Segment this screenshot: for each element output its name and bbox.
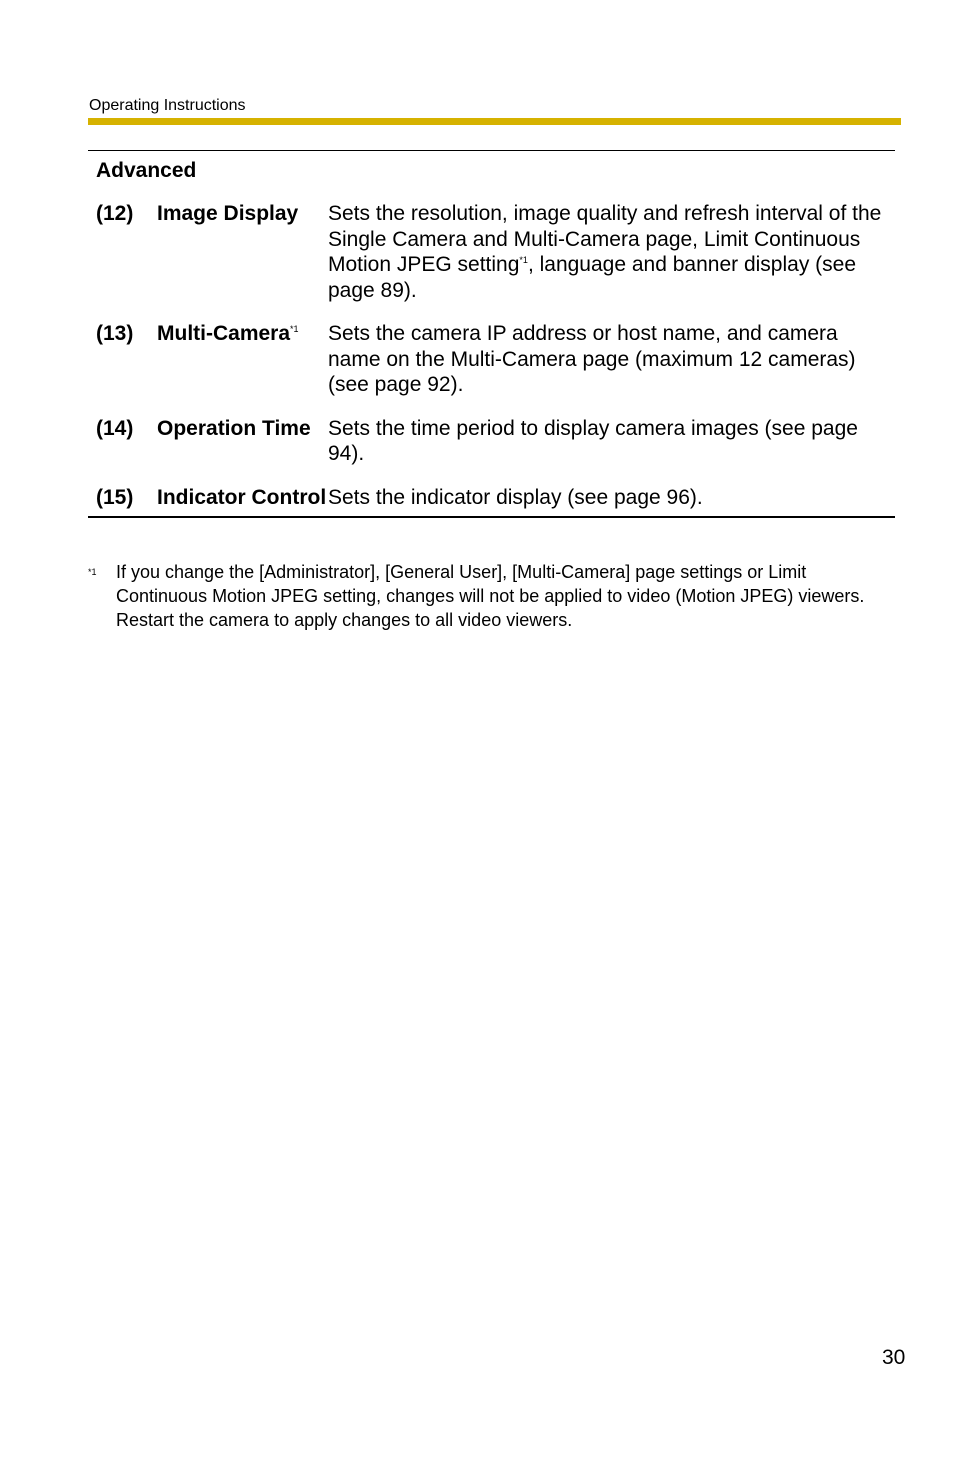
footnote-ref: *1: [519, 255, 528, 265]
item-description: [328, 416, 895, 467]
item-name-text: Multi-Camera: [157, 322, 291, 345]
footnote: [88, 560, 878, 632]
description-text: , language and banner display (see page 89).: [328, 253, 857, 302]
item-name: [157, 321, 328, 398]
item-number: (14): [96, 416, 134, 440]
item-description: [328, 201, 895, 303]
page-number: 30: [882, 1346, 906, 1369]
description-text: Sets the resolution, image quality and refresh interval of the Single Camera and Multi-Camera page, Limit Continuous Motion JPEG setting: [328, 202, 882, 276]
item-name-text: Image Display: [157, 202, 299, 225]
footnote-ref: *1: [290, 324, 299, 334]
item-name: [157, 201, 328, 303]
description-text: Sets the time period to display camera images (see page 94).: [328, 416, 858, 465]
item-name: [157, 416, 328, 467]
item-number: (12): [96, 202, 134, 225]
item-number: (13): [96, 322, 134, 345]
description-text: Sets the indicator display (see page 96).: [328, 485, 703, 509]
item-description: [328, 485, 895, 511]
item-name-text: Operation Time: [157, 416, 311, 440]
table-row: [88, 416, 895, 467]
section-title: Advanced: [96, 159, 197, 182]
table-row: [88, 321, 895, 398]
table-row: [88, 201, 895, 303]
advanced-section: [88, 150, 895, 518]
item-name: [157, 485, 328, 511]
item-description: [328, 321, 895, 398]
footnote-text: If you change the [Administrator], [General User], [Multi-Camera] page settings or Limit Continuous Motion JPEG setting, changes will not be applied to video (Motion JPEG) viewers. Restart the camera to apply changes to all video viewers.: [116, 562, 865, 630]
item-number: (15): [96, 485, 134, 509]
footnote-mark: *1: [88, 567, 97, 577]
running-header: Operating Instructions: [89, 97, 246, 114]
header-rule: [88, 118, 901, 125]
description-text: Sets the camera IP address or host name, and camera name on the Multi-Camera page (maximum 12 cameras) (see page 92).: [328, 322, 856, 396]
table-row: [88, 485, 895, 511]
item-name-text: Indicator Control: [157, 485, 327, 509]
